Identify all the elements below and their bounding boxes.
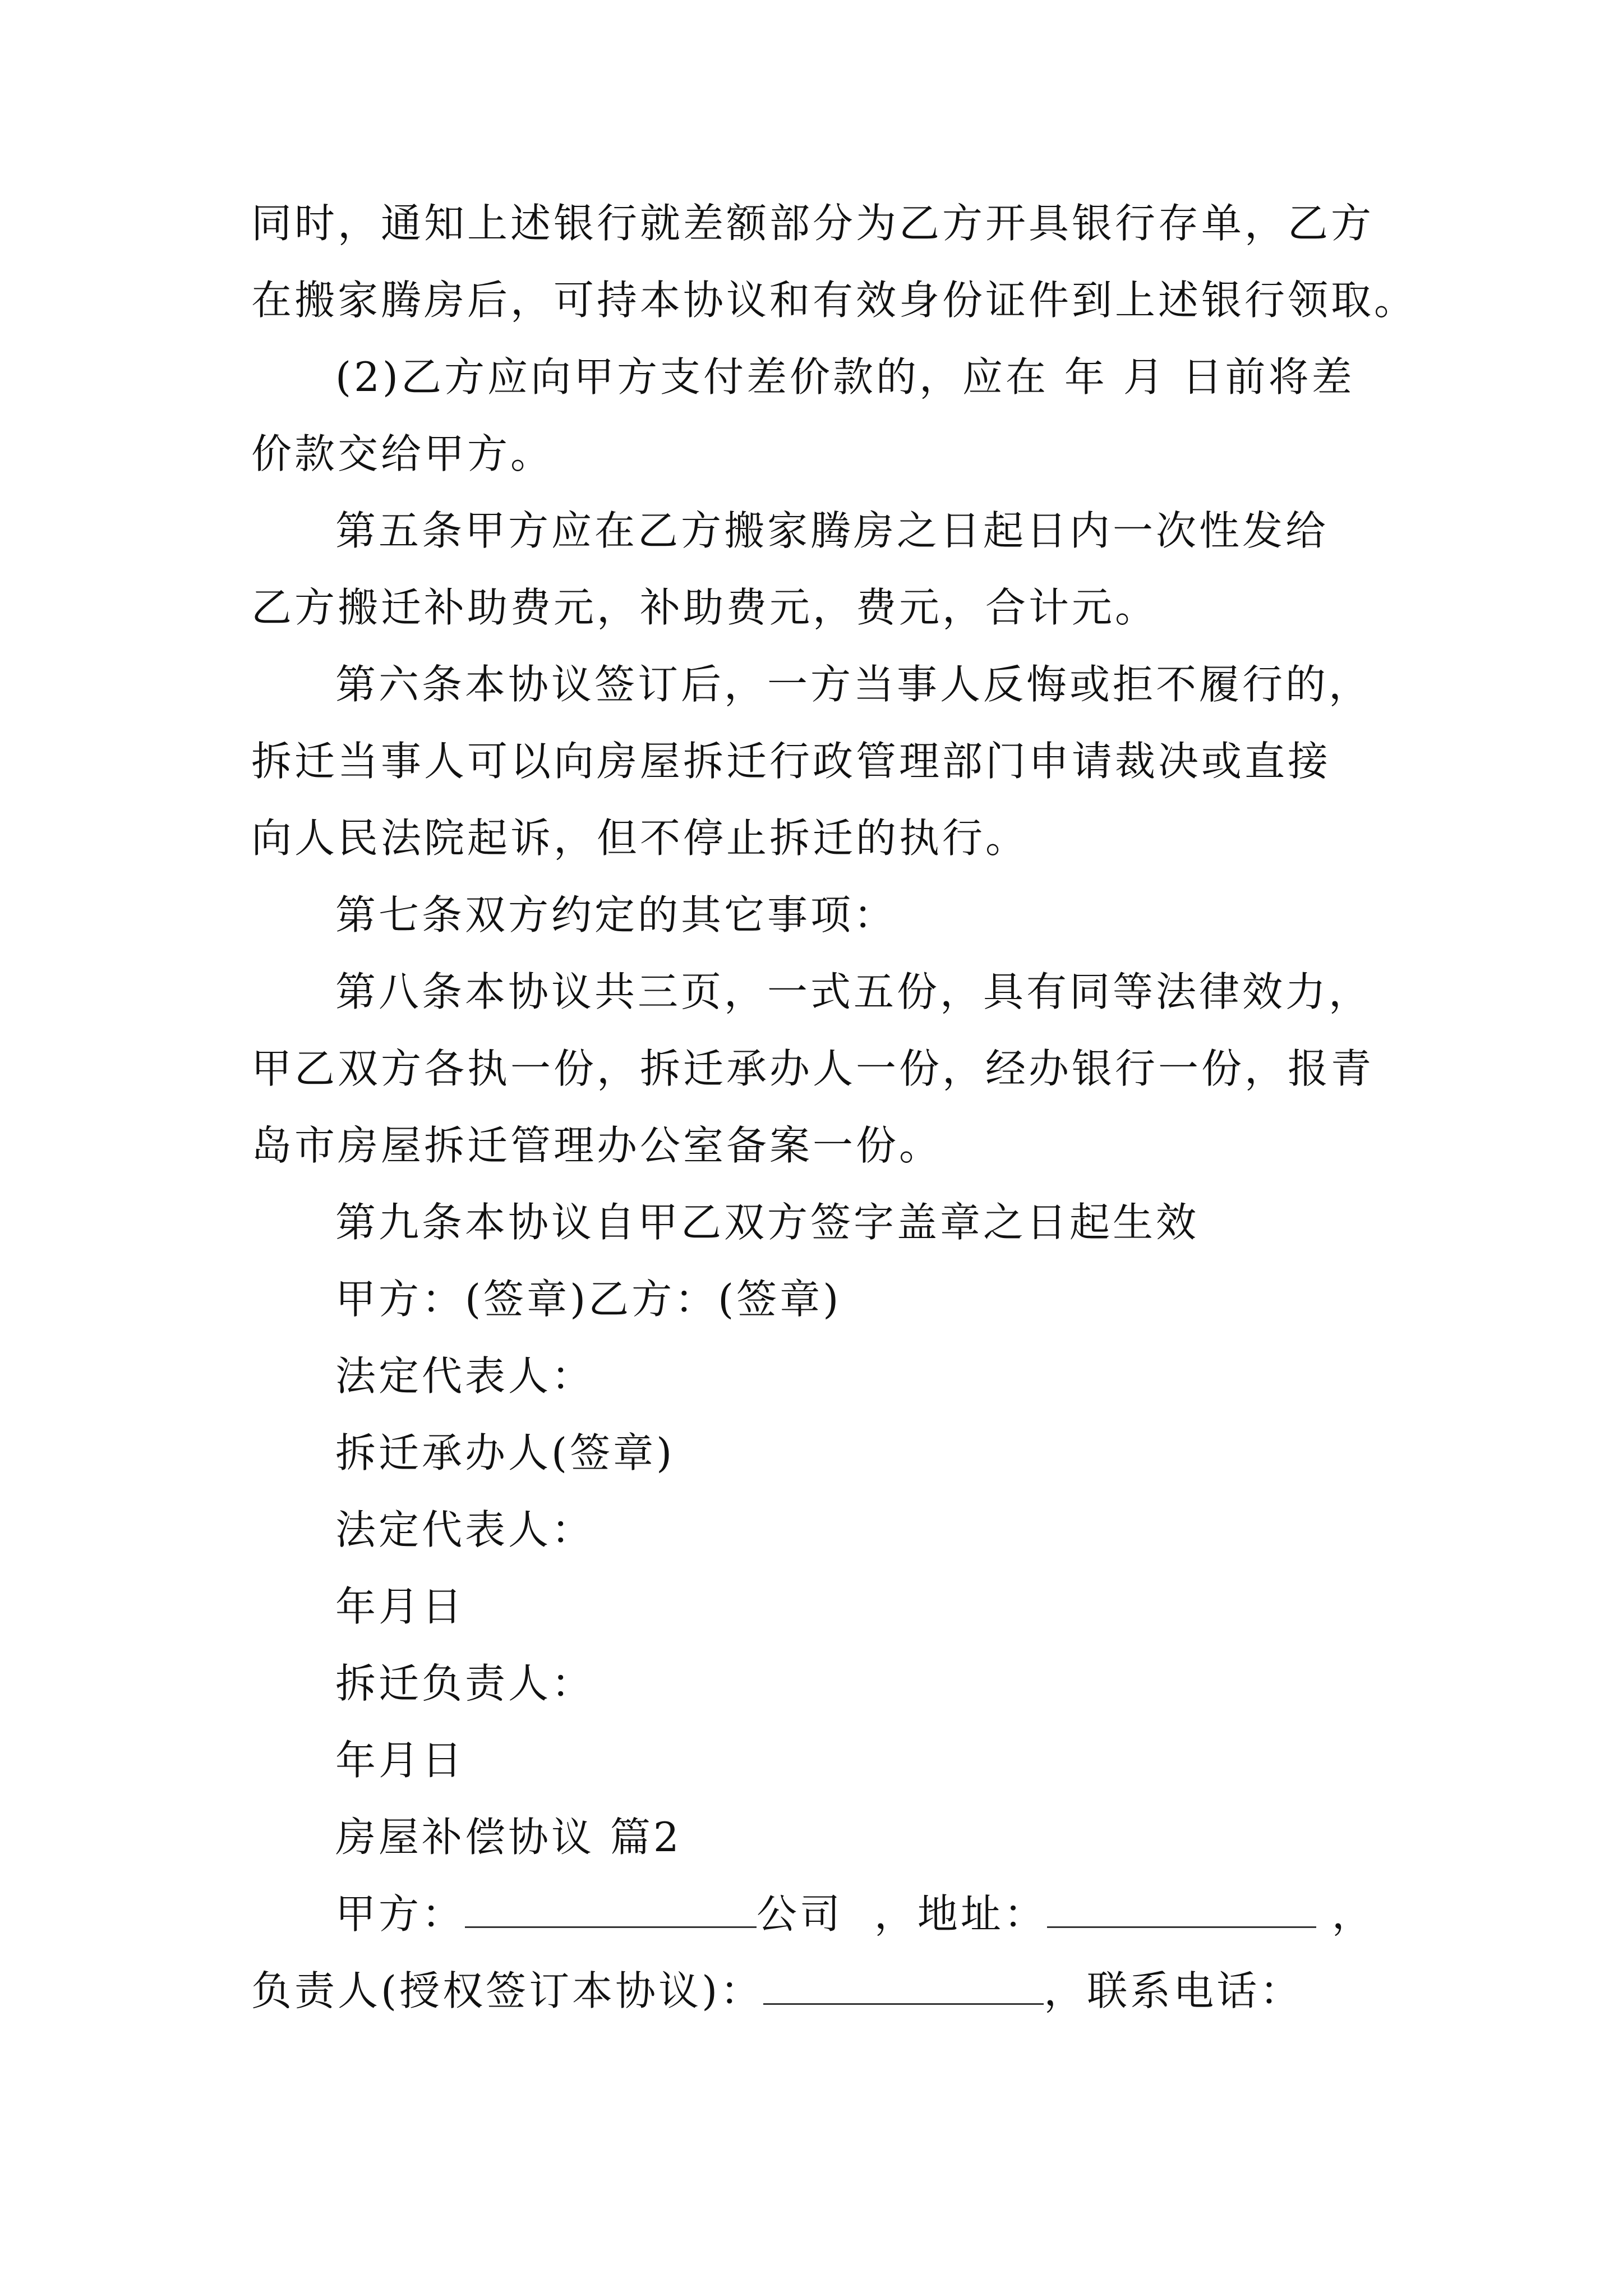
paragraph-line: 第五条甲方应在乙方搬家腾房之日起日内一次性发给 bbox=[335, 507, 1329, 554]
date-line: 年月日 bbox=[335, 1737, 465, 1784]
paragraph-line: 乙方搬迁补助费元，补助费元，费元，合计元。 bbox=[251, 584, 1159, 631]
address-blank bbox=[1047, 1892, 1316, 1928]
responsible-form-line bbox=[251, 1963, 1303, 2019]
paragraph-line: 第六条本协议签订后，一方当事人反悔或拒不履行的， bbox=[335, 661, 1372, 708]
paragraph-line: (2)乙方应向甲方支付差价款的，应在 年 月 日前将差 bbox=[335, 353, 1355, 401]
paragraph-line: 向人民法院起诉，但不停止拆迁的执行。 bbox=[251, 815, 1029, 862]
phone-label: ，联系电话： bbox=[1044, 1967, 1303, 2014]
section-heading: 房屋补偿协议 篇2 bbox=[335, 1814, 682, 1861]
paragraph-line: 第七条双方约定的其它事项： bbox=[335, 891, 897, 938]
signature-line: 法定代表人： bbox=[335, 1506, 595, 1553]
paragraph-line: 在搬家腾房后，可持本协议和有效身份证件到上述银行领取。 bbox=[251, 277, 1418, 324]
signature-line: 拆迁承办人(签章) bbox=[335, 1429, 675, 1476]
trailing-comma: ， bbox=[1331, 1890, 1375, 1938]
signature-line: 甲方：(签章)乙方：(签章) bbox=[335, 1276, 842, 1323]
paragraph-line: 拆迁当事人可以向房屋拆迁行政管理部门申请裁决或直接 bbox=[251, 738, 1331, 785]
paragraph-line: 岛市房屋拆迁管理办公室备案一份。 bbox=[251, 1122, 943, 1169]
paragraph-line: 第九条本协议自甲乙双方签字盖章之日起生效 bbox=[335, 1199, 1200, 1246]
paragraph-line: 第八条本协议共三页，一式五份，具有同等法律效力， bbox=[335, 968, 1372, 1015]
responsible-blank bbox=[763, 1968, 1044, 2005]
company-suffix: 公司 bbox=[757, 1890, 843, 1938]
company-name-blank bbox=[465, 1892, 757, 1928]
responsible-label: 负责人(授权签订本协议)： bbox=[251, 1967, 764, 2014]
paragraph-line: 价款交给甲方。 bbox=[251, 430, 554, 477]
signature-line: 拆迁负责人： bbox=[335, 1660, 595, 1707]
party-a-label: 甲方： bbox=[335, 1890, 465, 1938]
date-line: 年月日 bbox=[335, 1583, 465, 1630]
party-a-form-line bbox=[335, 1886, 1375, 1942]
paragraph-line: 甲乙双方各执一份，拆迁承办人一份，经办银行一份，报青 bbox=[251, 1045, 1375, 1092]
signature-line: 法定代表人： bbox=[335, 1352, 595, 1400]
address-label: ，地址： bbox=[874, 1890, 1047, 1938]
paragraph-line: 同时，通知上述银行就差额部分为乙方开具银行存单，乙方 bbox=[251, 200, 1375, 247]
